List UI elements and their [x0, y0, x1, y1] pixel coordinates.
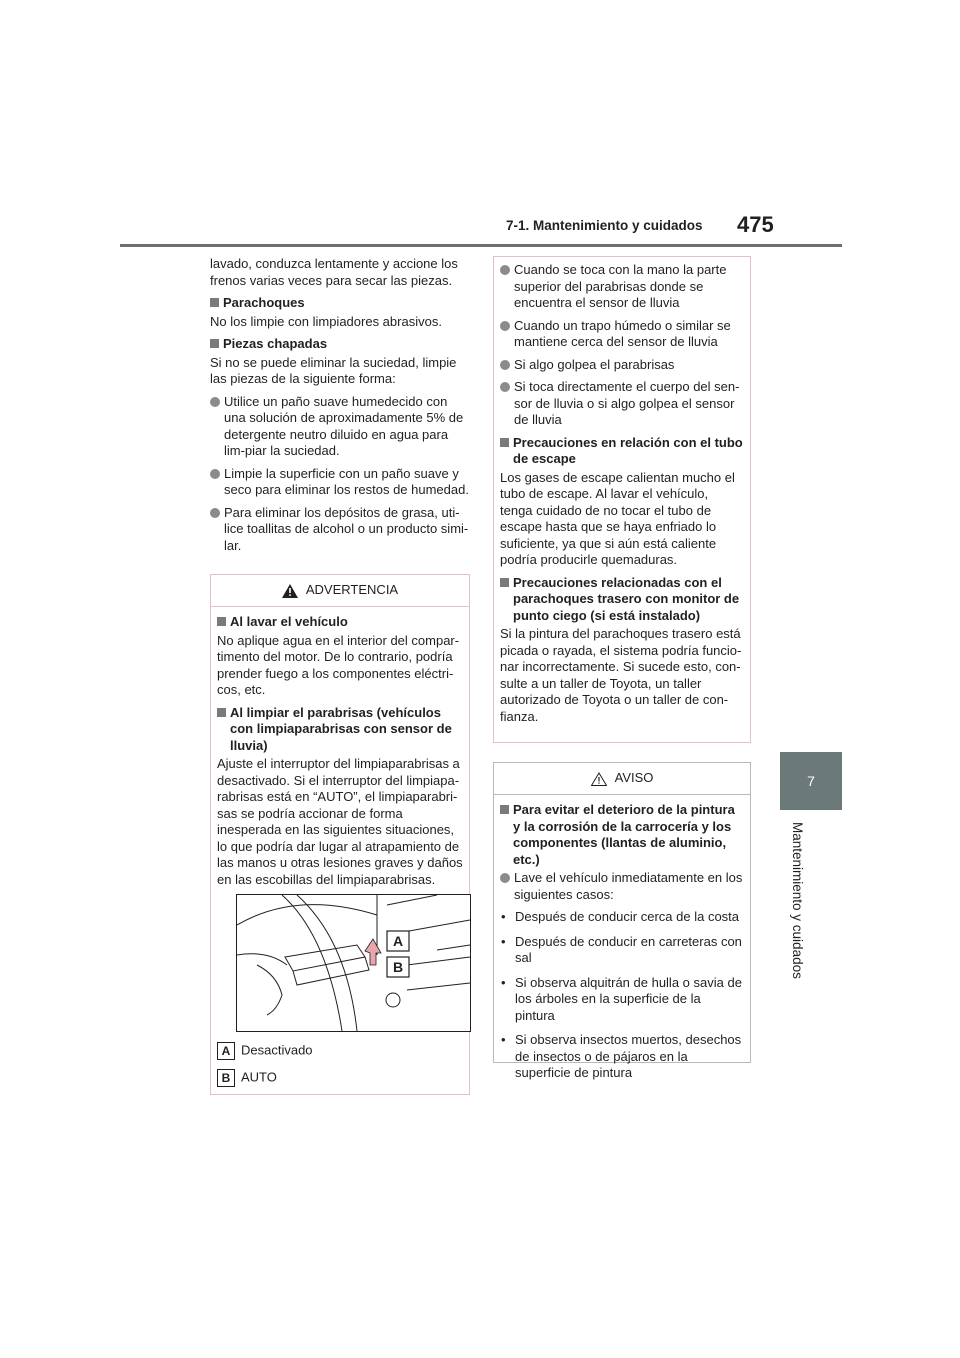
square-bullet-icon — [500, 438, 509, 447]
section-title: 7-1. Mantenimiento y cuidados — [506, 218, 703, 233]
warning-heading-2: Al limpiar el parabrisas (vehículos con limpiaparabrisas con sensor de lluvia) — [217, 705, 463, 755]
warning-triangle-icon — [282, 584, 298, 598]
list-item: Utilice un paño suave humedecido con una solución de aproximadamente 5% de detergente neutro diluido en agua para lim-piar la suciedad. — [210, 394, 472, 460]
list-item: Cuando se toca con la mano la parte superior del parabrisas donde se encuentra el sensor de lluvia — [500, 262, 744, 312]
warning-heading-4: Precauciones relacionadas con el parachoques trasero con monitor de punto ciego (si está instalado) — [500, 575, 744, 625]
circle-bullet-icon — [210, 508, 220, 518]
warning-heading-1: Al lavar el vehículo — [217, 614, 463, 631]
list-item: Cuando un trapo húmedo o similar se mantiene cerca del sensor de lluvia — [500, 318, 744, 351]
circle-bullet-icon — [500, 873, 510, 883]
circle-bullet-icon — [500, 321, 510, 331]
intro-text: lavado, conduzca lentamente y accione los frenos varias veces para secar las piezas. — [210, 256, 458, 288]
figure-label-a: A — [392, 933, 404, 949]
notice-box-title: AVISO — [494, 763, 750, 795]
legend-item-a: A Desactivado — [217, 1042, 313, 1060]
left-column — [210, 256, 472, 560]
circle-bullet-icon — [210, 469, 220, 479]
warning-text-2: Ajuste el interruptor del limpiaparabrisas a desactivado. Si el interruptor del limpiapa-rabrisas está en “AUTO”, el limpiaparabri-sas se podría accionar de forma inesperada en las siguientes situaciones, lo que podría dar lugar al atrapamiento de las manos u otras lesiones graves y daños en las escobillas del limpiaparabrisas. — [217, 756, 463, 887]
square-bullet-icon — [217, 617, 226, 626]
warning-text-3: Los gases de escape calientan mucho el tubo de escape. Al lavar el vehículo, tenga cuidado de no tocar el tubo de escape hasta que se haya enfriado lo suficiente, ya que si aún está caliente podría producirle quemaduras. — [500, 469, 735, 567]
chapter-side-label: Mantenimiento y cuidados — [790, 822, 805, 979]
label-a-icon: A — [217, 1042, 235, 1060]
piezas-text: Si no se puede eliminar la suciedad, limpie las piezas de la siguiente forma: — [210, 354, 457, 386]
list-item: Limpie la superficie con un paño suave y seco para eliminar los restos de humedad. — [210, 466, 472, 499]
wiper-switch-illustration — [237, 895, 470, 1031]
circle-bullet-icon — [210, 397, 220, 407]
figure-label-b: B — [392, 959, 404, 975]
square-bullet-icon — [210, 298, 219, 307]
list-item: Si algo golpea el parabrisas — [500, 357, 744, 374]
parachoques-heading: Parachoques — [210, 295, 472, 312]
circle-bullet-icon — [500, 265, 510, 275]
warning-heading-3: Precauciones en relación con el tubo de escape — [500, 435, 744, 468]
square-bullet-icon — [217, 708, 226, 717]
notice-heading: Para evitar el deterioro de la pintura y la corrosión de la carrocería y los componentes (llantas de aluminio, etc.) — [500, 802, 744, 868]
caution-triangle-outline-icon — [591, 772, 607, 786]
square-bullet-icon — [210, 339, 219, 348]
square-bullet-icon — [500, 578, 509, 587]
wiper-switch-figure — [236, 894, 471, 1032]
list-item: Si toca directamente el cuerpo del sen-sor de lluvia o si algo golpea el sensor de lluvia — [500, 379, 744, 429]
chapter-tab[interactable]: 7 — [780, 752, 842, 810]
parachoques-text: No los limpie con limpiadores abrasivos. — [210, 313, 442, 329]
label-b-icon: B — [217, 1069, 235, 1087]
dash-item: • Después de conducir cerca de la costa — [501, 909, 740, 924]
notice-box — [493, 762, 751, 1080]
dash-item: • Después de conducir en carreteras con sal — [501, 933, 742, 965]
legend-item-b: B AUTO — [217, 1069, 277, 1087]
dash-item: • Si observa insectos muertos, desechos de insectos o de pájaros en la superficie de pintura — [501, 1032, 742, 1080]
list-item: Para eliminar los depósitos de grasa, uti-lice toallitas de alcohol o un producto simi-lar. — [210, 505, 472, 555]
warning-text-1: No aplique agua en el interior del compar-timento del motor. De lo contrario, podría prender fuego a los componentes eléctri-cos, etc. — [217, 632, 460, 697]
circle-bullet-icon — [500, 382, 510, 392]
warning-box — [210, 574, 470, 1095]
warning-text-4: Si la pintura del parachoques trasero está picada o rayada, el sistema podría funcio-nar incorrectamente. Si sucede esto, con-sulte a un taller de Toyota, un taller autorizado de Toyota o un taller de con-fianza. — [500, 626, 742, 724]
dash-item: • Si observa alquitrán de hulla o savia de los árboles en la superficie de la pintura — [501, 974, 742, 1023]
circle-bullet-icon — [500, 360, 510, 370]
header-rule — [120, 244, 842, 247]
square-bullet-icon — [500, 805, 509, 814]
piezas-heading: Piezas chapadas — [210, 336, 472, 353]
page-number: 475 — [737, 212, 774, 237]
warning-box-continued — [493, 256, 751, 743]
warning-box-title: ADVERTENCIA — [211, 575, 469, 607]
list-item: Lave el vehículo inmediatamente en los siguientes casos: — [500, 870, 744, 903]
